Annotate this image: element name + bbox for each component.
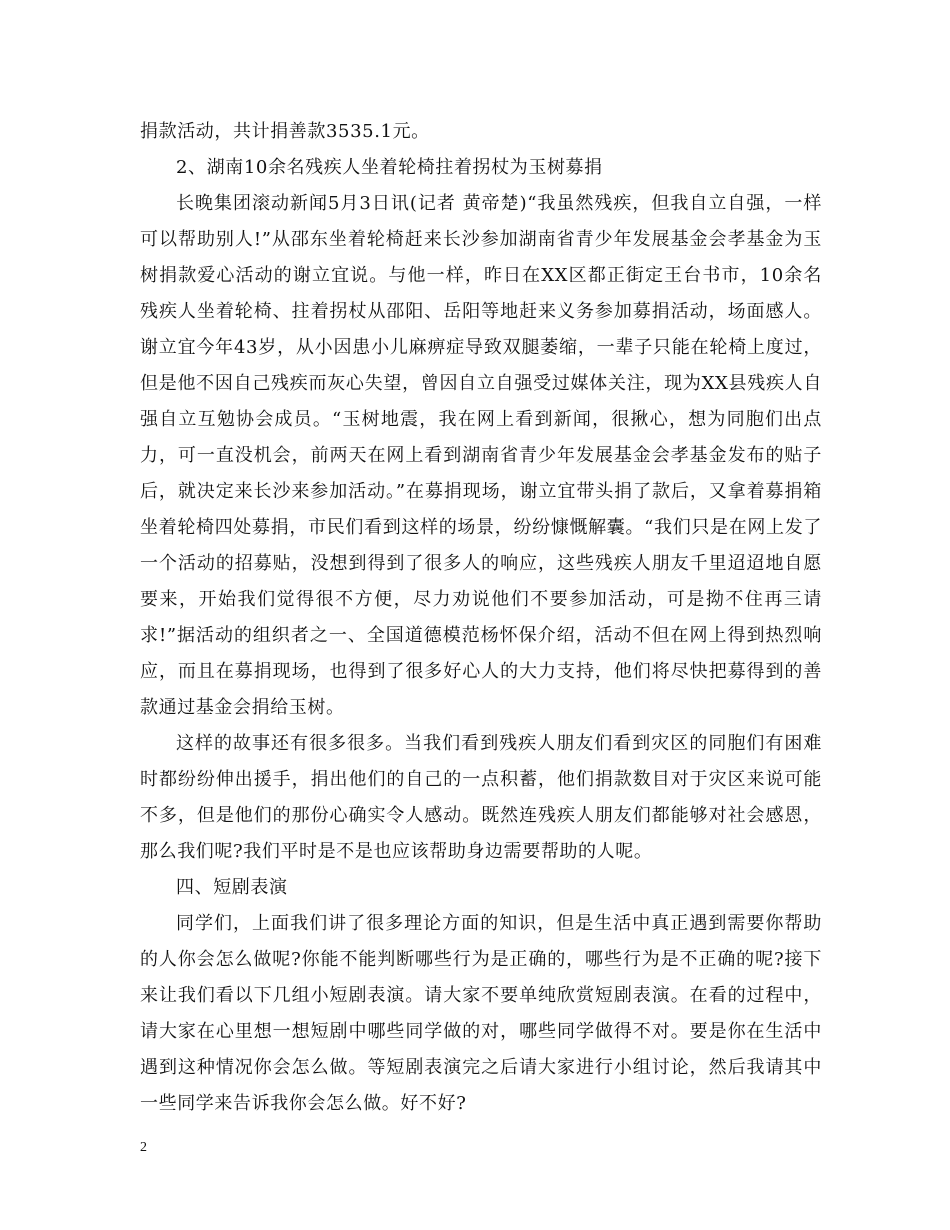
paragraph-news-report: 长晚集团滚动新闻5月3日讯(记者 黄帝楚)“我虽然残疾，但我自立自强，一样可以帮助别人!”从邵东坐着轮椅赶来长沙参加湖南省青少年发展基金会孝基金为玉树捐款爱心活动的谢立宜说。与他一样，昨日在XX区都正街定王台书市，10余名残疾人坐着轮椅、拄着拐杖从邵阳、岳阳等地赶来义务参加募捐活动，场面感人。谢立宜今年43岁，从小因患小儿麻痹症导致双腿萎缩，一辈子只能在轮椅上度过，但是他不因自己残疾而灰心失望，曾因自立自强受过媒体关注，现为XX县残疾人自强自立互勉协会成员。“玉树地震，我在网上看到新闻，很揪心，想为同胞们出点力，可一直没机会，前两天在网上看到湖南省青少年发展基金会孝基金发布的贴子后，就决定来长沙来参加活动。”在募捐现场，谢立宜带头捐了款后，又拿着募捐箱坐着轮椅四处募捐，市民们看到这样的场景，纷纷慷慨解囊。“我们只是在网上发了一个活动的招募贴，没想到得到了很多人的响应，这些残疾人朋友千里迢迢地自愿要来，开始我们觉得很不方便，尽力劝说他们不要参加活动，可是拗不住再三请求!”据活动的组织者之一、全国道德模范杨怀保介绍，活动不但在网上得到热烈响应，而且在募捐现场，也得到了很多好心人的大力支持，他们将尽快把募得到的善款通过基金会捐给玉树。: [140, 193, 822, 718]
paragraph-donation-total: 捐款活动，共计捐善款3535.1元。: [140, 121, 430, 142]
paragraph-skit-intro: 同学们，上面我们讲了很多理论方面的知识，但是生活中真正遇到需要你帮助的人你会怎么做呢?你能不能判断哪些行为是正确的，哪些行为是不正确的呢?接下来让我们看以下几组小短剧表演。请大家不要单纯欣赏短剧表演。在看的过程中，请大家在心里想一想短剧中哪些同学做的对，哪些同学做得不对。要是你在生活中遇到这种情况你会怎么做。等短剧表演完之后请大家进行小组讨论，然后我请其中一些同学来告诉我你会怎么做。好不好?: [140, 913, 822, 1114]
section-heading-hunan: 2、湖南10余名残疾人坐着轮椅拄着拐杖为玉树募捐: [176, 157, 603, 178]
page-number: 2: [140, 1140, 147, 1155]
document-body: [140, 114, 822, 1122]
paragraph-reflection: 这样的故事还有很多很多。当我们看到残疾人朋友们看到灾区的同胞们有困难时都纷纷伸出援手，捐出他们的自己的一点积蓄，他们捐款数目对于灾区来说可能不多，但是他们的那份心确实令人感动。既然连残疾人朋友们都能够对社会感恩，那么我们呢?我们平时是不是也应该帮助身边需要帮助的人呢。: [140, 733, 822, 862]
section-heading-skit: 四、短剧表演: [176, 877, 288, 898]
